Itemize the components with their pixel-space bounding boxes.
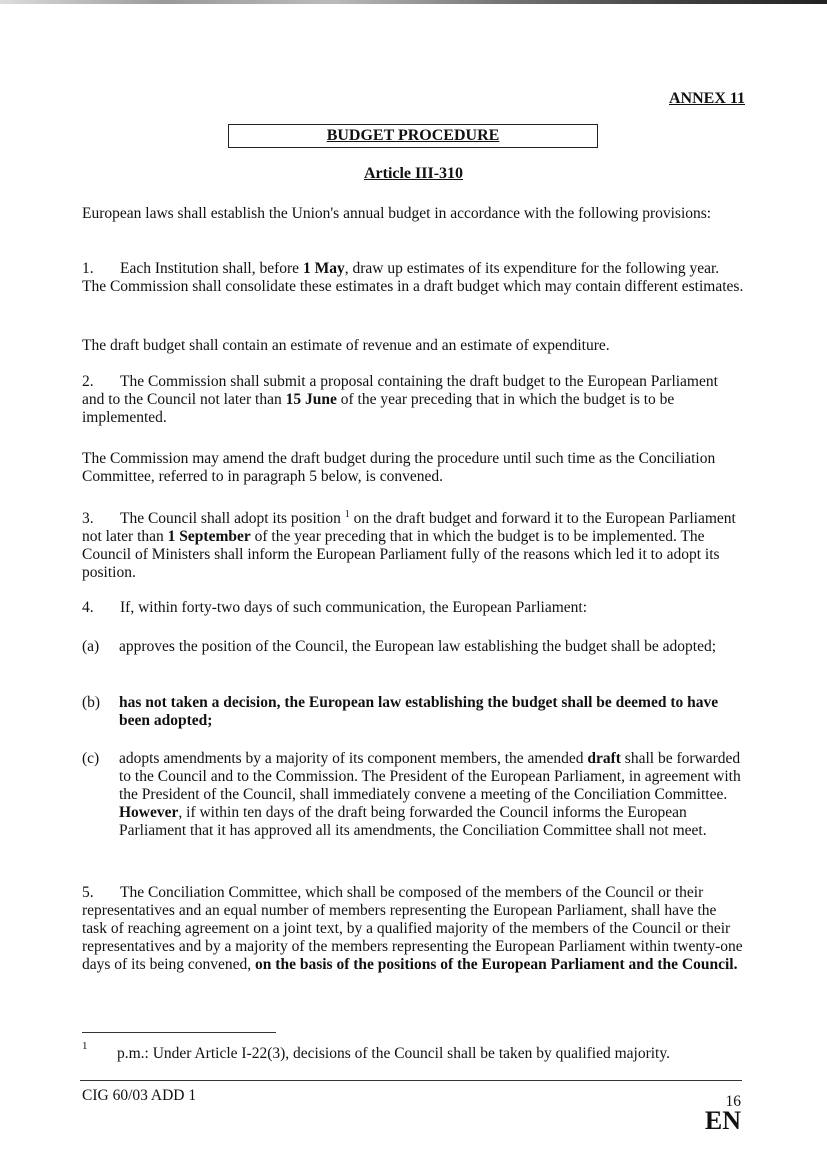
paragraph-1	[82, 260, 744, 296]
paragraph-5	[82, 884, 744, 974]
text-run: of the year preceding that in which the budget is to be implemented.	[82, 391, 675, 426]
item-label: (b)	[82, 694, 101, 711]
paragraph-1b: The draft budget shall contain an estimate of revenue and an estimate of expenditure.	[82, 337, 610, 354]
text-run: If, within forty-two days of such communication, the European Parliament:	[120, 599, 588, 616]
bold-text: 15 June	[285, 391, 337, 408]
language-code: EN	[704, 1106, 741, 1135]
item-c	[82, 750, 744, 840]
paragraph-4	[82, 599, 744, 617]
article-heading: Article III-310	[363, 165, 464, 182]
text-run: adopts amendments by a majority of its component members, the amended	[119, 750, 588, 767]
annex-label: ANNEX 11	[668, 90, 745, 107]
text-run: Each Institution shall, before	[120, 260, 303, 277]
footnote-ref: 1	[344, 509, 350, 520]
text-run: of the year preceding that in which the budget is to be implemented. The Council of Ministers shall inform the European Parliament fully of the reasons which led it to adopt its position.	[82, 528, 720, 582]
footnote-text: p.m.: Under Article I-22(3), decisions of the Council shall be taken by qualified majority.	[117, 1045, 670, 1062]
paragraph-number: 2.	[82, 373, 94, 390]
item-text: has not taken a decision, the European law establishing the budget shall be deemed to have been adopted;	[119, 694, 719, 729]
footnote-divider	[82, 1032, 276, 1033]
paragraph-3	[82, 506, 744, 582]
intro-paragraph: European laws shall establish the Union's annual budget in accordance with the following provisions:	[82, 205, 712, 222]
text-run: shall be forwarded to the Council and to the Commission. The President of the European Parliament, in agreement with the President of the Council, shall immediately convene a meeting of the Conciliation Committee.	[119, 750, 741, 803]
footnote-mark: 1	[82, 1040, 88, 1052]
document-reference: CIG 60/03 ADD 1	[82, 1087, 197, 1104]
scan-edge	[0, 0, 827, 4]
item-label: (c)	[82, 750, 100, 767]
text-run: , draw up estimates of its expenditure for the following year. The Commission shall consolidate these estimates in a draft budget which may contain different estimates.	[82, 260, 744, 295]
text-run: The Commission shall submit a proposal containing the draft budget to the European Parliament and to the Council not later than	[82, 373, 718, 408]
text-run: , if within ten days of the draft being forwarded the Council informs the European Parliament that it has approved all its amendments, the Conciliation Committee shall not meet.	[119, 804, 707, 839]
bold-text: However	[119, 804, 179, 821]
item-text	[119, 750, 744, 840]
footer-divider	[80, 1080, 742, 1081]
page-title: BUDGET PROCEDURE	[326, 127, 500, 144]
text-run: The Council shall adopt its position	[120, 510, 345, 528]
paragraph-number: 4.	[82, 599, 94, 616]
item-text: approves the position of the Council, the European law establishing the budget shall be adopted;	[119, 638, 717, 655]
page-title-box	[228, 124, 598, 148]
page-number: 16	[725, 1093, 741, 1110]
bold-text: draft	[587, 750, 621, 767]
bold-text: 1 September	[167, 528, 251, 546]
bold-text: 1 May	[302, 260, 345, 277]
item-label: (a)	[82, 638, 100, 655]
paragraph-number: 3.	[82, 510, 94, 528]
item-b	[82, 694, 744, 730]
paragraph-number: 1.	[82, 260, 94, 277]
item-a	[82, 638, 744, 656]
paragraph-2	[82, 373, 744, 427]
bold-text: on the basis of the positions of the European Parliament and the Council.	[255, 956, 738, 973]
paragraph-2b: The Commission may amend the draft budget during the procedure until such time as the Conciliation Committee, referred to in paragraph 5 below, is convened.	[82, 450, 716, 485]
text-run: on the draft budget and forward it to the European Parliament not later than	[82, 510, 736, 546]
paragraph-number: 5.	[82, 884, 94, 901]
text-run: The Conciliation Committee, which shall be composed of the members of the Council or their representatives and an equal number of members representing the European Parliament, shall have the task of reaching agreement on a joint text, by a qualified majority of the members of the Council or their representatives and by a majority of the members representing the European Parliament within twenty-one days of its being convened,	[82, 884, 743, 973]
